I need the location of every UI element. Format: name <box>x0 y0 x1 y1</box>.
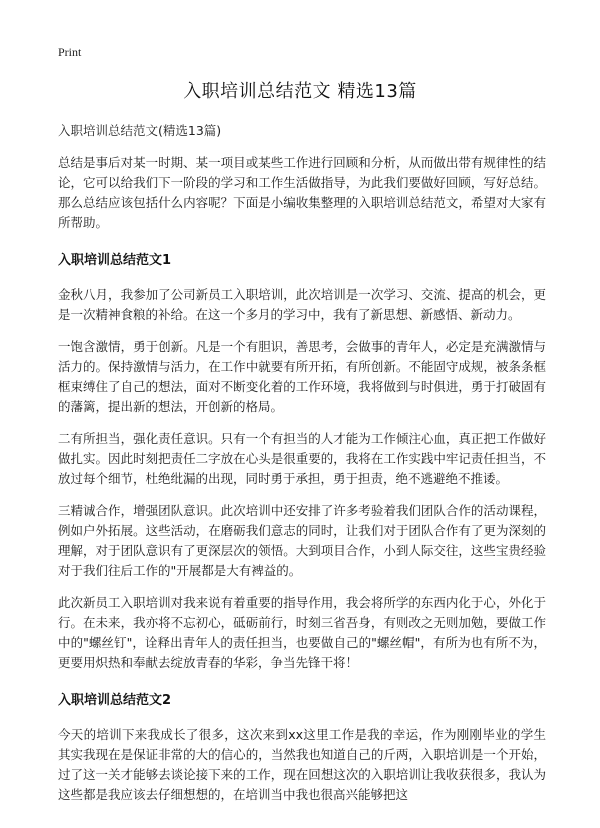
section-1-paragraph: 三精诚合作，增强团队意识。此次培训中还安排了许多考验着我们团队合作的活动课程，例如户外拓展。这些活动，在磨砺我们意志的同时，让我们对于团队合作有了更为深刻的理解，对于团队意识有了更深层次的领悟。大到项目合作，小到人际交往，这些宝贵经验对于我们往后工作的"开展都是大有裨益的。 <box>58 503 546 578</box>
document-title: 入职培训总结范文 精选13篇 <box>183 81 417 102</box>
section-2-paragraph: 今天的培训下来我成长了很多，这次来到xx这里工作是我的幸运，作为刚刚毕业的学生其实我现在是保证非常的大的信心的，当然我也知道自己的斤两，入职培训是一个开始，过了这一关才能够去谈论接下来的工作，现在回想这次的入职培训让我收获很多，我认为这些都是我应该去仔细想想的，在培训当中我也很高兴能够把这 <box>58 727 546 802</box>
section-1-paragraph: 金秋八月，我参加了公司新员工入职培训，此次培训是一次学习、交流、提高的机会，更是一次精神食粮的补给。在这一个多月的学习中，我有了新思想、新感悟、新动力。 <box>58 287 546 322</box>
section-1-paragraph: 一饱含激情，勇于创新。凡是一个有胆识，善思考，会做事的青年人，必定是充满激情与活力的。保持激情与活力，在工作中就要有所开拓，有所创新。不能固守成规，被条条框框束缚住了自己的想法，面对不断变化着的工作环境，我将做到与时俱进，勇于打破固有的藩篱，提出新的想法，开创新的格局。 <box>58 339 546 414</box>
print-label: Print <box>58 45 82 59</box>
document-body <box>58 121 546 817</box>
document-subtitle: 入职培训总结范文(精选13篇) <box>58 123 222 138</box>
section-heading-2: 入职培训总结范文2 <box>58 693 172 708</box>
section-heading-1: 入职培训总结范文1 <box>58 253 172 268</box>
section-1-paragraph: 二有所担当，强化责任意识。只有一个有担当的人才能为工作倾注心血，真正把工作做好做扎实。因此时刻把责任二字放在心头是很重要的，我将在工作实践中牢记责任担当，不放过每个细节，杜绝纰漏的出现，同时勇于承担，勇于担责，绝不逃避绝不推诿。 <box>58 431 546 486</box>
intro-paragraph: 总结是事后对某一时期、某一项目或某些工作进行回顾和分析，从而做出带有规律性的结论，它可以给我们下一阶段的学习和工作生活做指导，为此我们要做好回顾，写好总结。那么总结应该包括什么内容呢？下面是小编收集整理的入职培训总结范文，希望对大家有所帮助。 <box>58 155 546 230</box>
section-1-paragraph: 此次新员工入职培训对我来说有着重要的指导作用，我会将所学的东西内化于心，外化于行。在未来，我亦将不忘初心，砥砺前行，时刻三省吾身，有则改之无则加勉，要做工作中的"螺丝钉"，诠释出青年人的责任担当，也要做自己的"螺丝帽"，有所为也有所不为，更要用炽热和奉献去绽放青春的华彩，争当先锋干将！ <box>58 595 546 670</box>
